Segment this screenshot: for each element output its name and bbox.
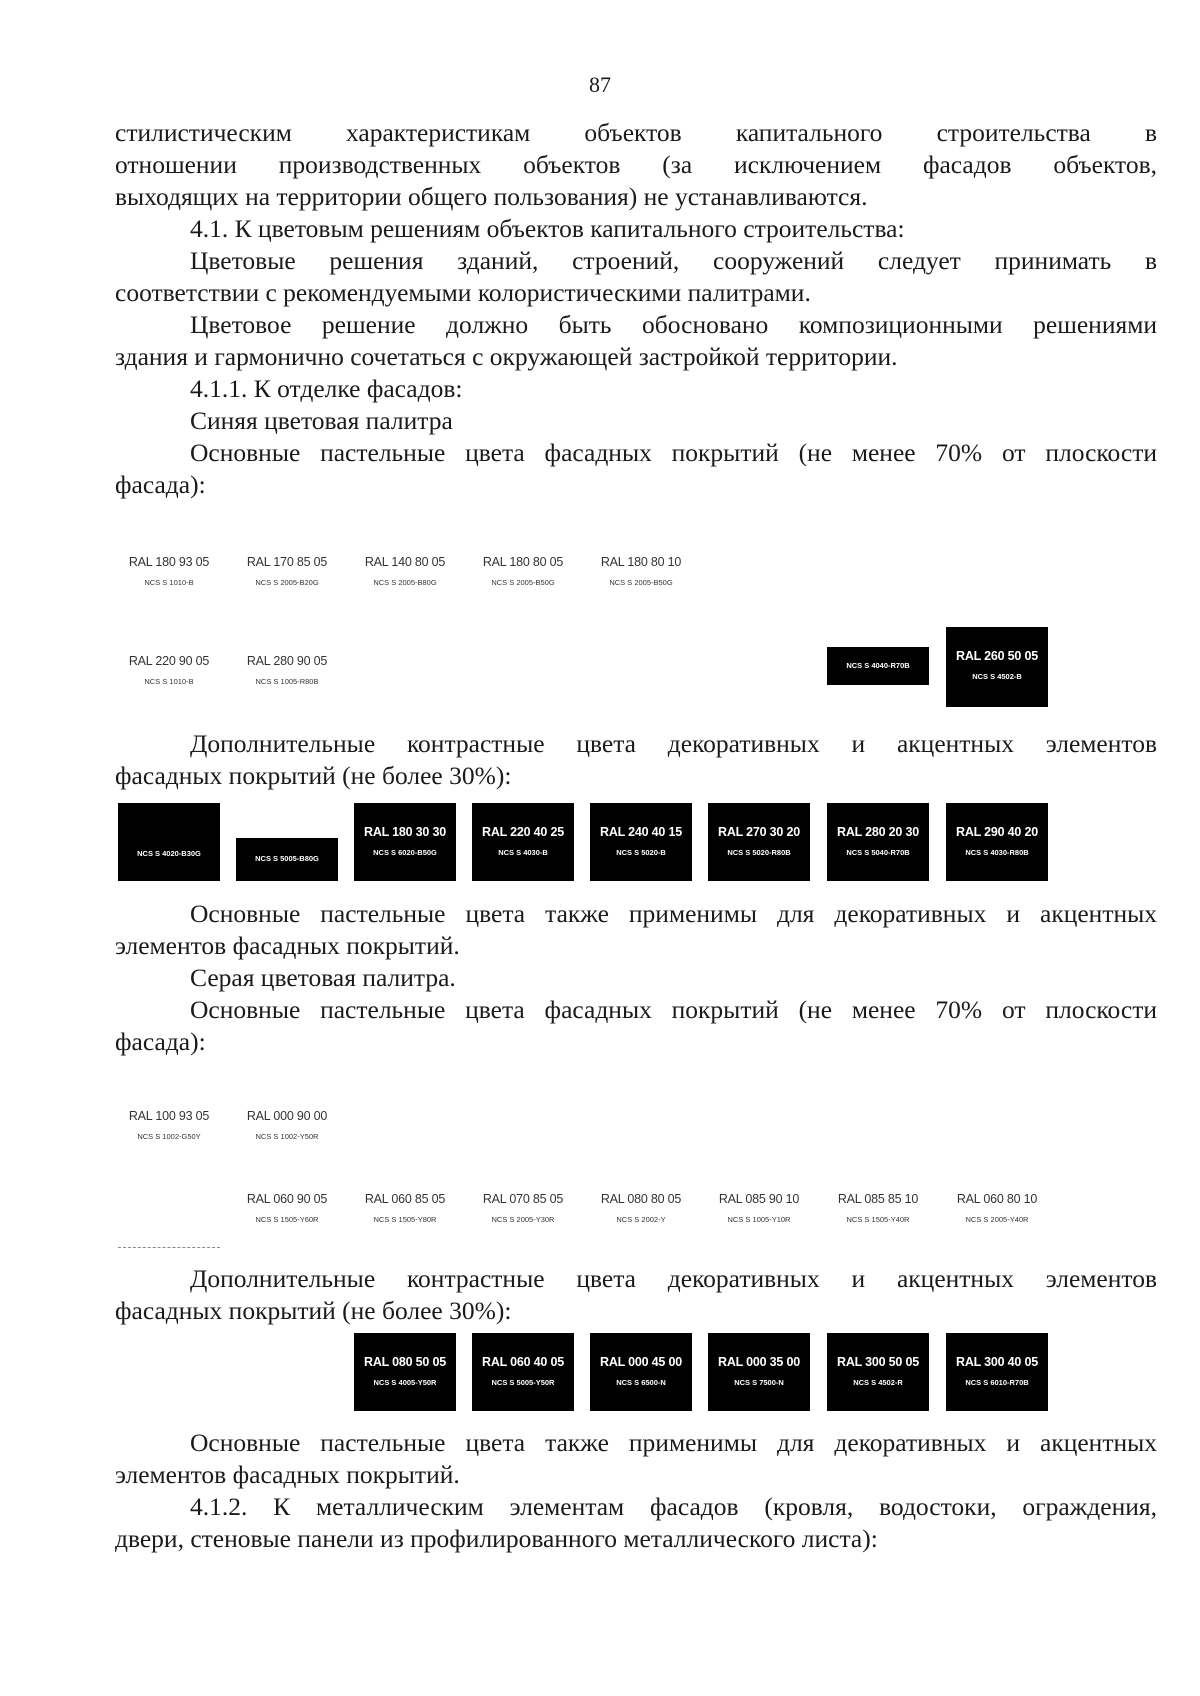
color-swatch: RAL 000 35 00 NCS S 7500-N (708, 1333, 810, 1411)
paragraph-line: стилистическим характеристикам объектов капитального строительства в (115, 118, 1157, 147)
paragraph-line: соответствии с рекомендуемыми колористическими палитрами. (115, 278, 811, 307)
paragraph-line: элементов фасадных покрытий. (115, 1460, 460, 1489)
color-swatch: RAL 240 40 15 NCS S 5020-B (590, 803, 692, 881)
section-heading: 4.1. К цветовым решениям объектов капитального строительства: (190, 214, 905, 243)
color-swatch: RAL 260 50 05 NCS S 4502-B (946, 627, 1048, 707)
color-swatch: RAL 060 90 05 NCS S 1505-Y60R (246, 1192, 328, 1224)
paragraph-line: фасада): (115, 1027, 206, 1056)
palette-title: Серая цветовая палитра. (190, 963, 456, 992)
palette-title: Синяя цветовая палитра (190, 406, 453, 435)
color-swatch: RAL 080 80 05 NCS S 2002-Y (600, 1192, 682, 1224)
color-swatch: RAL 000 90 00 NCS S 1002-Y50R (246, 1109, 328, 1141)
color-swatch: RAL 300 40 05 NCS S 6010-R70B (946, 1333, 1048, 1411)
color-swatch: RAL 060 85 05 NCS S 1505-Y80R (364, 1192, 446, 1224)
paragraph-line: здания и гармонично сочетаться с окружающей застройкой территории. (115, 342, 898, 371)
color-swatch: RAL 085 90 10 NCS S 1005-Y10R (718, 1192, 800, 1224)
paragraph-line: фасада): (115, 470, 206, 499)
color-swatch: RAL 220 40 25 NCS S 4030-B (472, 803, 574, 881)
paragraph-line: фасадных покрытий (не более 30%): (115, 761, 512, 790)
paragraph-line: фасадных покрытий (не более 30%): (115, 1296, 512, 1325)
color-swatch: RAL 085 85 10 NCS S 1505-Y40R (837, 1192, 919, 1224)
color-swatch: RAL 180 93 05 NCS S 1010-B (128, 555, 210, 587)
color-swatch: RAL 180 30 30 NCS S 6020-B50G (354, 803, 456, 881)
paragraph-line: Цветовые решения зданий, строений, сооружений следует принимать в (190, 246, 1157, 275)
paragraph-line: Основные пастельные цвета фасадных покрытий (не менее 70% от плоскости (190, 995, 1157, 1024)
paragraph-line: Дополнительные контрастные цвета декоративных и акцентных элементов (190, 1264, 1157, 1293)
color-swatch: RAL 290 40 20 NCS S 4030-R80B (946, 803, 1048, 881)
color-swatch: RAL 060 40 05 NCS S 5005-Y50R (472, 1333, 574, 1411)
color-swatch: RAL 300 50 05 NCS S 4502-R (827, 1333, 929, 1411)
color-swatch: RAL 180 80 05 NCS S 2005-B50G (482, 555, 564, 587)
color-swatch (118, 1170, 220, 1248)
color-swatch: NCS S 4040-R70B (827, 647, 929, 685)
color-swatch: RAL 080 50 05 NCS S 4005-Y50R (354, 1333, 456, 1411)
color-swatch: NCS S 4020-B30G (118, 803, 220, 881)
paragraph-line: отношении производственных объектов (за исключением фасадов объектов, (115, 150, 1157, 179)
paragraph-line: элементов фасадных покрытий. (115, 931, 460, 960)
paragraph-line: Основные пастельные цвета фасадных покрытий (не менее 70% от плоскости (190, 438, 1157, 467)
paragraph-line: выходящих на территории общего пользования) не устанавливаются. (115, 182, 868, 211)
color-swatch: RAL 270 30 20 NCS S 5020-R80B (708, 803, 810, 881)
color-swatch: RAL 100 93 05 NCS S 1002-G50Y (128, 1109, 210, 1141)
section-heading: 4.1.1. К отделке фасадов: (190, 374, 463, 403)
paragraph-line: Дополнительные контрастные цвета декоративных и акцентных элементов (190, 729, 1157, 758)
color-swatch: RAL 140 80 05 NCS S 2005-B80G (364, 555, 446, 587)
paragraph-line: Цветовое решение должно быть обосновано композиционными решениями (190, 310, 1157, 339)
color-swatch: RAL 070 85 05 NCS S 2005-Y30R (482, 1192, 564, 1224)
color-swatch: RAL 220 90 05 NCS S 1010-B (128, 654, 210, 686)
color-swatch: RAL 170 85 05 NCS S 2005-B20G (246, 555, 328, 587)
paragraph-line: двери, стеновые панели из профилированного металлического листа): (115, 1524, 878, 1553)
color-swatch: RAL 000 45 00 NCS S 6500-N (590, 1333, 692, 1411)
color-swatch: NCS S 5005-B80G (236, 838, 338, 881)
paragraph-line: Основные пастельные цвета также применимы для декоративных и акцентных (190, 899, 1157, 928)
color-swatch: RAL 280 90 05 NCS S 1005-R80B (246, 654, 328, 686)
paragraph-line: Основные пастельные цвета также применимы для декоративных и акцентных (190, 1428, 1157, 1457)
color-swatch: RAL 280 20 30 NCS S 5040-R70B (827, 803, 929, 881)
page-number: 87 (589, 72, 611, 97)
color-swatch: RAL 060 80 10 NCS S 2005-Y40R (956, 1192, 1038, 1224)
color-swatch: RAL 180 80 10 NCS S 2005-B50G (600, 555, 682, 587)
section-heading: 4.1.2. К металлическим элементам фасадов (кровля, водостоки, ограждения, (190, 1492, 1157, 1521)
